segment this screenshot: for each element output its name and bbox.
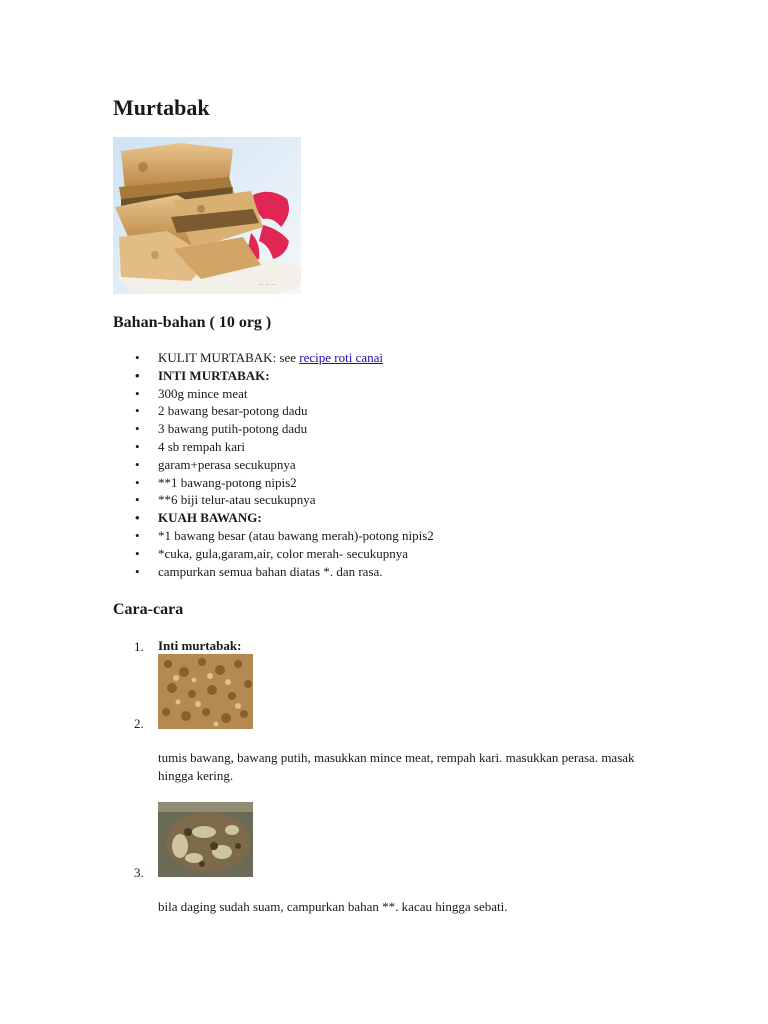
list-item: • campurkan semua bahan diatas *. dan rasa. [113,563,673,581]
step-number: 3. [134,865,144,880]
filling-photo [158,654,253,729]
list-item: • **1 bawang-potong nipis2 [113,474,673,492]
ingredients-list [113,349,673,580]
list-item-text: KULIT MURTABAK: see [158,350,300,365]
recipe-roti-canai-link[interactable]: recipe roti canai [299,350,384,365]
murtabak-photo [113,137,301,294]
step-text: tumis bawang, bawang putih, masukkan mince meat, rempah kari. masukkan perasa. masak hingga kering. [158,750,635,783]
list-item: • 2 bawang besar-potong dadu [113,402,673,420]
list-item: • INTI MURTABAK: [113,367,673,385]
mixing-photo [158,802,253,877]
list-item: • 300g mince meat [113,385,673,403]
page-title: Murtabak [113,95,210,120]
list-item: • **6 biji telur-atau secukupnya [113,491,673,509]
step-number: 2. [134,716,144,731]
list-item: • garam+perasa secukupnya [113,456,673,474]
step-text: bila daging sudah suam, campurkan bahan **. kacau hingga sebati. [158,899,508,914]
list-item: • *cuka, gula,garam,air, color merah- secukupnya [113,545,673,563]
step-label: Inti murtabak: [158,638,242,653]
svg-text:~ ~ ~: ~ ~ ~ [259,282,276,289]
list-item [113,349,673,367]
list-item: • 4 sb rempah kari [113,438,673,456]
step-number: 1. [134,639,144,654]
ingredients-heading: Bahan-bahan ( 10 org ) [113,314,272,331]
method-heading: Cara-cara [113,601,184,618]
list-item: • *1 bawang besar (atau bawang merah)-potong nipis2 [113,527,673,545]
list-item: • KUAH BAWANG: [113,509,673,527]
list-item: • 3 bawang putih-potong dadu [113,420,673,438]
